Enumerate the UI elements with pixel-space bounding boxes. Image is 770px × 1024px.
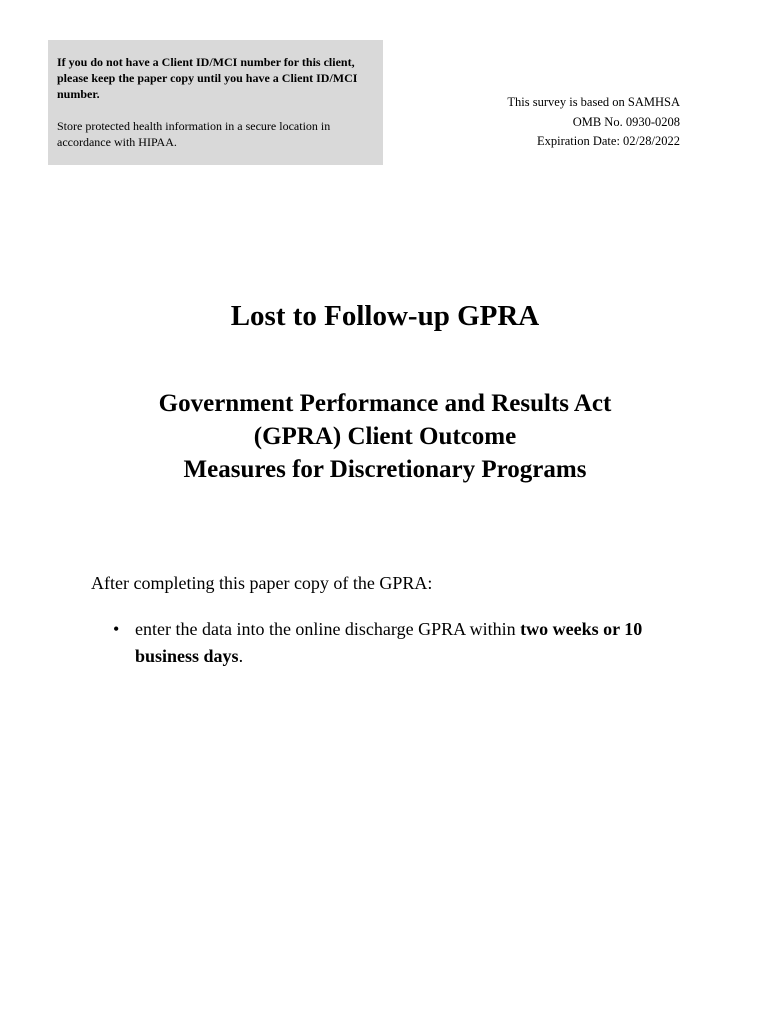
omb-number: OMB No. 0930-0208 [572,114,680,129]
survey-info [380,93,680,152]
subtitle-line-3: Measures for Discretionary Programs [183,456,587,483]
bullet-text: enter the data into the online discharge GPRA within [135,619,521,639]
instructions-intro: After completing this paper copy of the GPRA: [91,573,433,593]
instructions [91,570,691,670]
client-id-notice: If you do not have a Client ID/MCI number for this client, please keep the paper copy until you have a Client ID/MCI number. [57,55,358,101]
deadline-emphasis: two weeks or 10 business days [135,619,643,666]
notice-box [48,40,383,165]
instructions-list [91,616,691,670]
survey-source: This survey is based on SAMHSA [507,95,680,109]
subtitle-line-1: Government Performance and Results Act [158,390,612,417]
page-title: Lost to Follow-up GPRA [230,300,540,332]
page-subtitle [0,387,770,486]
bullet-suffix: . [238,646,244,666]
list-item [91,616,691,670]
bullet-icon: • [113,619,120,639]
subtitle-line-2: (GPRA) Client Outcome [253,423,517,450]
hipaa-notice: Store protected health information in a secure location in accordance with HIPAA. [57,119,331,149]
expiration-date: Expiration Date: 02/28/2022 [536,134,680,148]
